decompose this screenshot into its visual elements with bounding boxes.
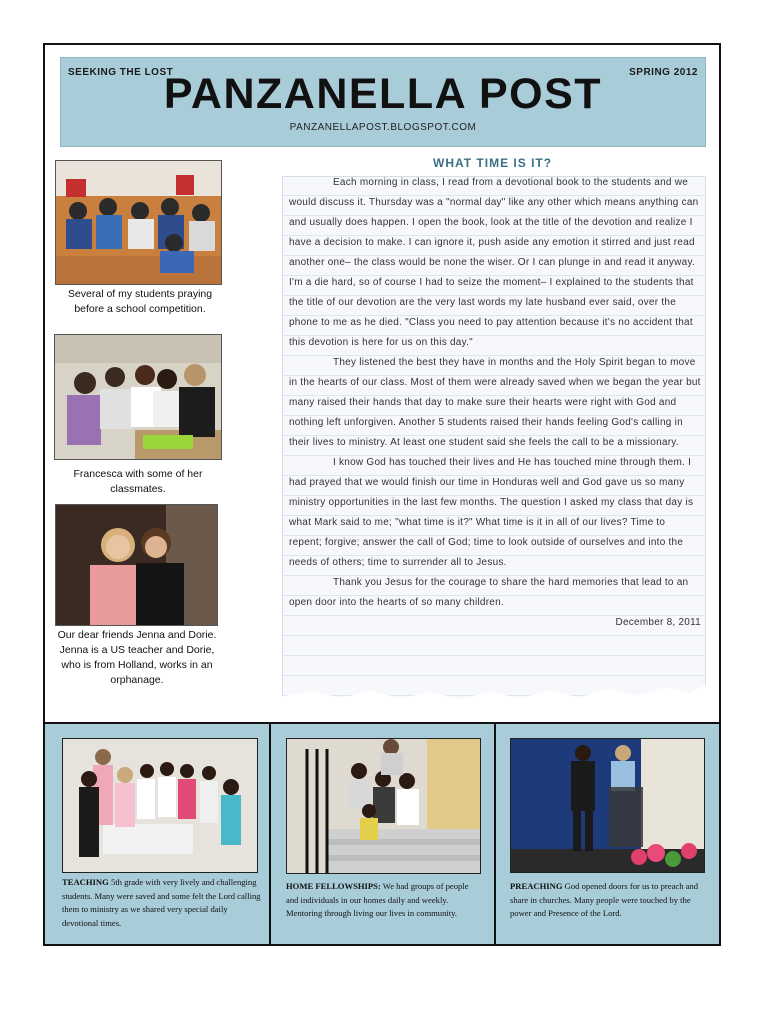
- photo-francesca-classmates: [54, 334, 222, 460]
- column-divider: [269, 722, 271, 946]
- caption-teaching-text: 5th grade with very lively and challenging students. Many were saved and some felt the Lord calling them to ministry as we shared very special daily devotional times.: [62, 877, 261, 928]
- article-paragraph: Each morning in class, I read from a devotional book to the students and we would discuss it. Thursday was a "normal day" like any other which means anything can and usually does happen. I open the book, look at the title of the devotion and realize I have a decision to make. I can ignore it, push aside any emotion it stirred and just read another one– the class would be none the wiser. Or I can plunge in and read it anyway. I'm a die hard, so of course I had to seize the moment– I explained to the students that the title of our devotion are the very last words my late husband ever said, over the phone to me as he died. "Class you need to pay attention because it's no accident that this devotion is here for us on this day.": [289, 177, 699, 348]
- article-paragraph: I know God has touched their lives and He has touched mine through them. I had prayed that we would finish our time in Honduras well and God gave us so many ministry opportunities in the last few months. The question I asked my class that day is what Mark said to me; "what time is it?" What time is it in all of our lives? Time to repent; forgive; answer the call of God; time to look outside of ourselves and into the needs of others; time to surrender all to Jesus.: [289, 457, 694, 568]
- francesca-classmates-image: [55, 335, 222, 460]
- caption-jenna-dorie: Our dear friends Jenna and Dorie. Jenna is a US teacher and Dorie, who is from Holland, works in an orphanage.: [57, 629, 217, 686]
- photo-jenna-dorie: [55, 504, 218, 626]
- photo-home-fellowships: [286, 738, 481, 874]
- teaching-image: [63, 739, 258, 873]
- issue-season: SPRING 2012: [629, 67, 698, 78]
- article-paragraph: Thank you Jesus for the courage to share the hard memories that lead to an open door into the hearts of so many children.: [289, 577, 689, 608]
- article-heading: WHAT TIME IS IT?: [433, 156, 553, 170]
- article-date: December 8, 2011: [615, 617, 701, 628]
- caption-preaching-lead: PREACHING: [510, 881, 563, 891]
- caption-home-fellowships-lead: HOME FELLOWSHIPS:: [286, 881, 381, 891]
- caption-teaching-lead: TEACHING: [62, 877, 109, 887]
- caption-students-praying: Several of my students praying before a school competition.: [67, 288, 213, 315]
- photo-students-praying: [55, 160, 222, 285]
- home-fellowships-image: [287, 739, 481, 874]
- jenna-dorie-image: [56, 505, 218, 626]
- photo-preaching: [510, 738, 705, 873]
- caption-teaching: [62, 876, 262, 930]
- photo-teaching: [62, 738, 258, 873]
- preaching-image: [511, 739, 705, 873]
- column-divider: [494, 722, 496, 946]
- caption-home-fellowships-text: We had groups of people and individuals in our homes daily and weekly. Mentoring through living our lives in community.: [286, 881, 469, 918]
- masthead: [60, 57, 706, 147]
- newsletter-title: PANZANELLA POST: [163, 70, 603, 118]
- blog-url: PANZANELLAPOST.BLOGSPOT.COM: [289, 122, 477, 133]
- caption-preaching: [510, 880, 706, 921]
- tagline: SEEKING THE LOST: [68, 67, 174, 78]
- caption-preaching-text: God opened doors for us to preach and share in churches. Many people were touched by the power and Presence of the Lord.: [510, 881, 699, 918]
- students-praying-image: [56, 161, 222, 285]
- article-body: [289, 173, 701, 633]
- article-paragraph: They listened the best they have in months and the Holy Spirit began to move in the hearts of our class. Most of them were already saved when we began the year but many raised their hands that day to make sure their hearts were right with God and nothing left unforgiven. Another 5 students raised their hands feeling God's calling in their lives to ministry. At least one student said she feels the call to be a missionary.: [289, 357, 701, 448]
- caption-francesca-classmates: Francesca with some of her classmates.: [73, 468, 203, 495]
- caption-home-fellowships: [286, 880, 482, 921]
